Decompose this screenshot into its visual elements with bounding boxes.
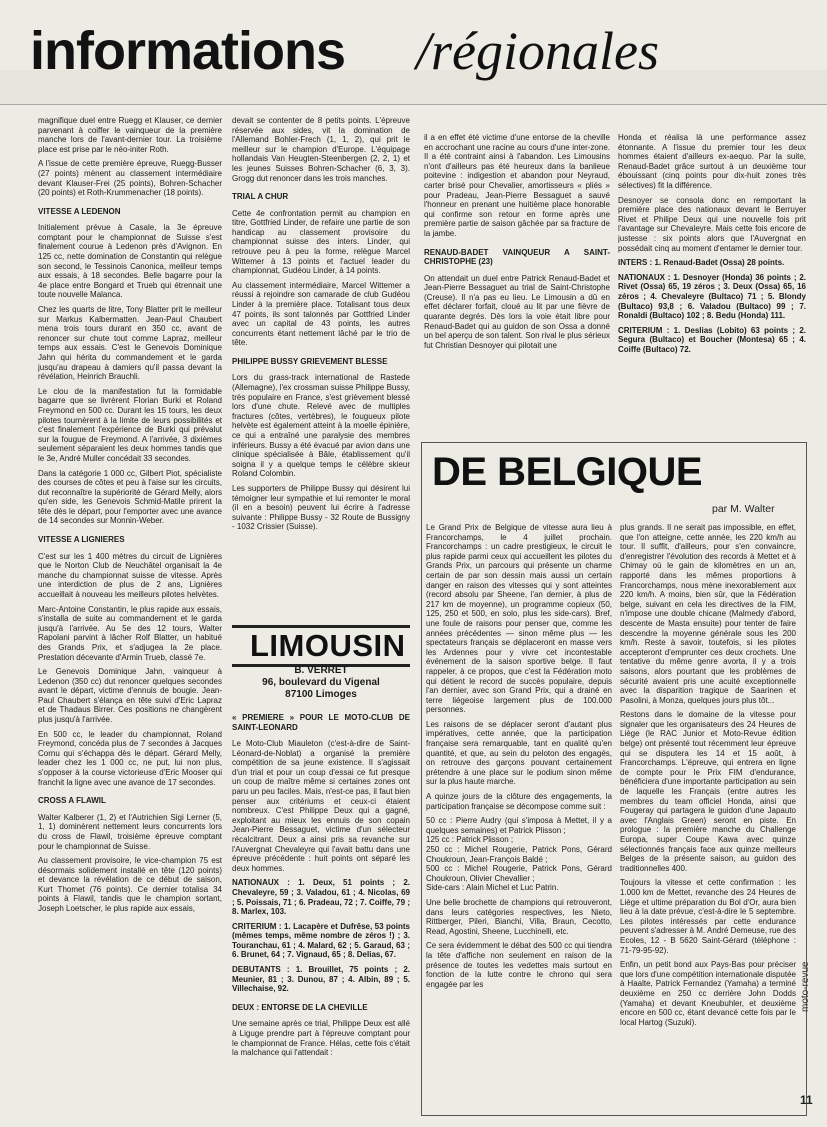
paragraph: Au classement intermédiaire, Marcel Wittemer a réussi à rejoindre son camarade de club Gudéou Linder à la première place. Totalisant tous deux 47 points, ils sont talonnés par Gottfried Linder avec un capital de 43 points, les autres concurrents étant nettement lâché par le trio de tête.	[232, 280, 410, 348]
paragraph: Walter Kalberer (1, 2) et l'Autrichien Sigi Lerner (5, 1, 1) dominèrent nettement leurs concurrents lors du cross de Flawil, troisième épreuve comptant pour le championnat de Suisse.	[38, 812, 222, 851]
column-1	[38, 116, 222, 1116]
paragraph: Au classement provisoire, le vice-champion 75 est désormais solidement installé en tête (120 points) et devance la révélation de ce début de saison, Kurt Thomet (76 points). Ce dernier totalisa 34 points à Flawil, tandis que le champion sortant, Joseph Loetscher, le plus rapide aux essais,	[38, 856, 222, 914]
correspondent-name: B. VERRET	[294, 665, 348, 676]
paragraph: En 500 cc, le leader du championnat, Roland Freymond, concéda plus de 7 secondes à Jacques Cornu qui s'échappa dès le départ. Gérard Melly, leader chez les 1 000 cc, ne put, lui non plus, s'opposer à la course victorieuse d'Eric Mooser qui franchit la ligne avec une avance de 17 secondes.	[38, 729, 222, 787]
paragraph: magnifique duel entre Ruegg et Klauser, ce dernier parvenant à coiffer le vainqueur de la première manche lors de l'avant-dernier tour. La troisième place est prise par le néo-initer Roth.	[38, 116, 222, 154]
entry-500cc: 500 cc : Michel Rougerie, Patrick Pons, Gérard Choukroun, Olivier Chevallier ;	[426, 864, 612, 883]
column-2-lower	[232, 713, 410, 1118]
entry-50cc: 50 cc : Pierre Audry (qui s'imposa à Mettet, il y a quelques semaines) et Patrick Plisson ;	[426, 816, 612, 835]
paragraph: Le Moto-Club Miauleton (c'est-à-dire de Saint-Léonard-de-Noblat) a organisé la première compétition de sa jeune existence. Il s'agissait d'un trial et pour un coup d'essai ce fut presque un coup de maître même si certaines zones ont paru un peu faciles. Mais, n'est-ce pas, il faut bien penser aux critériums et ceux-ci étaient nombreux. C'est Philippe Deux qui a gagné, exploitant au mieux les ennuis de son copain Jean-Pierre Bessaguet, victime d'un sélecteur récalcitrant. Deux a ainsi pris sa revanche sur l'Auvergnat Chevaleyre qui l'avait battu dans une épreuve précédente : huit points ont séparé les deux hommes.	[232, 739, 410, 873]
entry-250cc: 250 cc : Michel Rougerie, Patrick Pons, Gérard Choukroun, Jean-François Baldé ;	[426, 845, 612, 864]
paragraph: Lors du grass-track international de Rastede (Allemagne), l'ex crossman suisse Philippe Bussy, très populaire en France, s'est grièvement blessé lors d'une chute. Relevé avec de multiples fractures (côtes, vertèbres), le fougueux pilote helvète est également atteint à la moelle épinière, ce qui a entraîné une paralysie des membres inférieurs. Bussy a été évacué par avion dans une clinique spécialisée à Bâle, établissement qu'il soigna il y a quelque temps le célèbre skieur Roland Colombin.	[232, 373, 410, 479]
correspondent-street: 96, boulevard du Vigenal	[262, 677, 380, 688]
heading-cross-flawil: CROSS A FLAWIL	[38, 796, 106, 806]
paragraph: Restons dans le domaine de la vitesse pour signaler que les organisateurs des 24 Heures de Liège (le RAC Junior et Moto-Revue édition belge) ont présenté tout récemment leur épreuve qui se disputera les 14 et 15 août, à Francorchamps. L'épreuve, qui entrera en ligne de compte pour le Prix FIM d'endurance, bénéficiera d'une importante participation au sein de laquelle les Français (entre autres les membres du team officiel Honda, ainsi que Fougeray qui partagera le guidon d'une Japauto avec l'Anglais Green) seront en piste. En prologue : la première manche du Challenge Europa, super Coupe Kawa avec quinze sélectionnés français face aux quinze meilleurs Belges de la présente saison, au guidon des traditionnelles 400.	[620, 710, 796, 873]
heading-deux-entorse: DEUX : ENTORSE DE LA CHEVILLE	[232, 1002, 368, 1012]
paragraph: Les raisons de se déplacer seront d'autant plus impératives, cette année, que la participation française sera remarquable, tant en qualité qu'en quantité, et que, au sein du peloton des engagés, on retrouve des garçons pouvant certainement prétendre à une place sur le podium sinon même sur la plus haute marche.	[426, 719, 612, 787]
heading-philippe-bussy: PHILIPPE BUSSY GRIEVEMENT BLESSE	[232, 356, 388, 366]
paragraph: Cette 4e confrontation permit au champion en titre, Gottfried Linder, de refaire une partie de son handicap au classement provisoire du championnat suisse des inters. Linder, qui retrouve peu à peu la forme, relègue Marcel Wittemer à 13 points et l'actuel leader du championnat, Gudéou Linder, à 14 points.	[232, 208, 410, 276]
page-number: 11	[800, 1093, 813, 1107]
entry-125cc: 125 cc : Patrick Plisson ;	[426, 835, 514, 845]
paragraph: Initialement prévue à Casale, la 3e épreuve comptant pour le championnat de Suisse s'est finalement courue à Ledenon près d'Avignon. En 125 cc, nette domination de Constantin qui relègue son second, le Tessinois Canonica, meilleur temps aux essais, à 18 secondes. Belle bagarre pour la 4e place entre Bongard et Trueb qui étrennait une toute nouvelle Malanca.	[38, 223, 222, 300]
paragraph: Une belle brochette de champions qui retrouveront, dans leurs catégories respectives, les Nieto, Rittberger, Pileri, Bianchi, Villa, Braun, Cecotto, Read, Agostini, Sheene, Lucchinelli, etc.	[426, 897, 612, 936]
paragraph: devait se contenter de 8 petits points. L'épreuve réservée aux sides, vit la domination de l'Allemand Bohler-Frech (1, 1, 2), qui prit le meilleur sur le champion d'Europe. L'équipage hollandais Van Heugten-Steenbergen (2, 2, 1) et les jeunes Suisses Bohren-Schacher (6, 3, 3). Grogg dut renoncer dans les trois manches.	[232, 116, 410, 183]
correspondent-city: 87100 Limoges	[285, 689, 357, 700]
moto-revue-logo: moto-revue	[800, 961, 811, 1012]
results-inters: INTERS : 1. Renaud-Badet (Ossa) 28 points.	[618, 258, 785, 268]
paragraph: A l'issue de cette première épreuve, Ruegg-Busser (27 points) mènent au classement intermédiaire devant Klauser-Frei (25 points), Bohren-Schacher (20 points) et Roth-Krummenacher (18 points).	[38, 159, 222, 198]
results-nationaux: NATIONAUX : 1. Desnoyer (Honda) 36 points ; 2. Rivet (Ossa) 65, 19 zéros ; 3. Deux (Ossa) 65, 16 zéros ; 4. Chevaleyre (Bultaco) 71 ; 5. Blondy (Bultaco) 93,8 ; 6. Valadou (Bultaco) 99 ; 7. Ronaldi (Bultaco) 102 ; 8. Bedu (Honda) 111.	[618, 272, 806, 321]
heading-trial-chur: TRIAL A CHUR	[232, 192, 289, 202]
paragraph: Le Genevois Dominique Jahn, vainqueur à Ledenon (350 cc) dut renoncer quelques secondes avant le départ, victime d'ennuis de bougie. Jean-Paul Chaubert s'élança en tête suivi d'Eric Lapraz et de Thadaus Birrer. Ces positions ne changèrent plus jusqu'à l'arrivée.	[38, 667, 222, 725]
paragraph: plus grands. Il ne serait pas impossible, en effet, que l'on atteigne, cette année, les 220 km/h au tour. Il suffit, d'ailleurs, pour s'en convaincre, d'enregistrer l'évolution des records à Mettet et à Chimay où le gain de kilomètres en un an, rapporté dans les mêmes proportions à Francorchamps, nous mène inexorablement aux 220 km/h. A moins, bien sûr, que la Fédération belge, suivant en cela les directives de la FIM, n'impose une double chicane (Malmedy d'abord, descente de Masta ensuite) pour tenter de faire descendre la moyenne générale sous les 200 km/h. Reste à savoir, toutefois, si les pilotes accepteront d'emprunter ces deux crochets. Une tentative du même genre avorta, il y a trois saisons, alors pourtant que les problèmes de sécurité avaient pris une acuité exceptionnelle avec la disparition tragique de Saarinen et Pasolini, à Monza, quelques jours plus tôt...	[620, 523, 796, 705]
paragraph: Les supporters de Philippe Bussy qui désirent lui témoigner leur sympathie et lui remonter le moral (il en a besoin) peuvent lui écrire à l'adresse suivante : Philippe Bussy - 32 Route de Bussigny - 1032 Crissier (Suisse).	[232, 484, 410, 532]
column-3-upper	[424, 133, 610, 433]
paragraph: Le clou de la manifestation fut la formidable bagarre que se livrèrent Florian Burki et Roland Freymond en 500 cc. Durant les 15 tours, les deux pilotes tournèrent à la limite de leurs possibilités et c'est finalement l'expérience de Burki qui prévalut sur la fougue de Freymond. A l'arrivée, 3 dixièmes seulement séparaient les deux hommes tandis que le 3e, André Muller concédait 33 secondes.	[38, 386, 222, 463]
paragraph: Marc-Antoine Constantin, le plus rapide aux essais, s'installa de suite au commandement et le garda jusqu'à l'arrivée. Au 5e des 12 tours, Walter Rapolani parvint à lâcher Rolf Blatter, un habitué des Grands Prix, et s'adjugea la 2e place. Prestation décevante d'Armin Trueb, classé 7e.	[38, 604, 222, 662]
results-criterium: CRITERIUM : 1. Lacapère et Dufrêse, 53 points (mêmes temps, même nombre de zéros !) ; 3. Touranchau, 61 ; 4. Malard, 62 ; 5. Garaud, 63 ; 6. Brunet, 64 ; 7. Vignaud, 65 ; 8. Delias, 67.	[232, 921, 410, 960]
paragraph: il a en effet été victime d'une entorse de la cheville en accrochant une racine au cours d'une inter-zone. Il a été contraint ainsi à l'abandon. Les Limousins n'ont d'ailleurs pas été heureux dans la banlieue poitevine : indigestion et abandon pour Neyraud, carter brisé pour Chevalier, amortisseurs « pliés » pour Pradeau, Jean-Pierre Bessaguet a sauvé l'honneur en prenant une huitième place honorable qui confirme son retour en forme après une première partie de saison gâchée par sa fracture de la jambe.	[424, 133, 610, 238]
paragraph: Ce sera évidemment le débat des 500 cc qui tiendra la tête d'affiche non seulement en raison de la présence de toutes les vedettes mais surtout en fonction de la lutte contre le chrono qui sera engagée par les	[426, 941, 612, 989]
paragraph: Chez les quarts de litre, Tony Blatter prit le meilleur sur Markus Kalbermatten. Jean-Paul Chaubert mena trois tours durant en 350 cc, avant de renoncer sur chute tout comme Lapraz, meilleur temps aux essais. C'est le Genevois Dominique Jahn qui hérita du commandement et le garda jusqu'au drapeau à damiers qu'il passa devant la révélation, Heinrich Brauchli.	[38, 305, 222, 382]
heading-vitesse-lignieres: VITESSE A LIGNIERES	[38, 535, 125, 545]
paragraph: Desnoyer se consola donc en remportant la première place des nationaux devant le Berruyer Rivet et Philipe Deux qui une nouvelle fois prit l'avantage sur Chevaleyre. Mais cette fois encore de justesse : six points alors que l'Auvergnat en possédait cinq au moment d'entamer le dernier tour.	[618, 195, 806, 253]
results-debutants: DEBUTANTS : 1. Brouillet, 75 points ; 2. Meunier, 81 ; 3. Dunou, 87 ; 4. Albin, 89 ; 5. Villechaise, 92.	[232, 965, 410, 994]
limousin-title: LIMOUSIN	[250, 628, 406, 663]
header-banner	[0, 0, 827, 105]
belgique-column-2	[620, 523, 796, 1111]
entry-side-cars: Side-cars : Alain Michel et Luc Patrin.	[426, 883, 559, 893]
paragraph: Enfin, un petit bond aux Pays-Bas pour préciser que lors d'une compétition internationale disputée à Haalte, Patrick Fernandez (Yamaha) a terminé deuxième en 250 cc derrière John Dodds (Yamaha) et devant Kneubuhler, et deuxième encore en 500 cc, étant devancé cette fois par le local Hartog (Suzuki).	[620, 960, 796, 1027]
heading-vitesse-ledenon: VITESSE A LEDENON	[38, 206, 121, 216]
heading-premiere-saint-leonard: « PREMIERE » POUR LE MOTO-CLUB DE SAINT-LEONARD	[232, 713, 410, 732]
paragraph: Le Grand Prix de Belgique de vitesse aura lieu à Francorchamps, le 4 juillet prochain. Francorchamps : un cadre prestigieux, le circuit le plus rapide parmi ceux qui accueillent les pilotes du Grands Prix, un parcours qui présente un charme certain de par son dessin mais aussi un certain danger en raison des vitesses qui y sont atteintes (record absolu par Sheene, l'an dernier, à plus de 217 km de moyenne), un programme copieux (50, 125, 250 et 500, en solo, plus les side-cars). Bref, une foule de raisons pour penser que, comme les années précédentes — sinon même plus — les spectateurs français se déplaceront en masse vers les Ardennes pour y vivre cet incontestable événement de la saison sportive belge. Il faut rappeler, à ce propos, que c'est la Fédération moto qui détient le record de succès populaire, depuis l'an dernier, avec son Grand Prix, qui a drainé en terre liégeoise largement plus de 100.000 personnes.	[426, 523, 612, 715]
section-title-regionales: /régionales	[416, 21, 659, 81]
heading-renaud-badet: RENAUD-BADET VAINQUEUR A SAINT-CHRISTOPHE (23)	[424, 247, 610, 267]
results-criterium: CRITERIUM : 1. Deslias (Lobito) 63 points ; 2. Segura (Bultaco) et Boucher (Montesa) 65 ; 4. Coiffe (Bultaco) 72.	[618, 325, 806, 354]
paragraph: On attendait un duel entre Patrick Renaud-Badet et Jean-Pierre Bessaguet au trial de Saint-Christophe (Creuse). Il n'a pas eu lieu. Le Limousin a dû en effet déclarer forfait, cloué au lit par une fièvre de quarante degrés. Dès lors la voie était libre pour Renaud-Badet qui au guidon de son Ossa a donné un bel aperçu de son talent. Son rival le plus sérieux fut Christian Desnoyer qui pilotait une	[424, 273, 610, 350]
paragraph: Toujours la vitesse et cette confirmation : les 1.000 km de Mettet, revanche des 24 Heures de Liège et ultime préparation du Bol d'Or, aura bien lieu à la date prévue, c'est-à-dire le 5 septembre. Les pilotes intéressés par cette endurance peuvent s'adresser à M. André Demeuse, rue des Ecoles, 12 - B 5620 Saint-Gérard (téléphone : 71-79-95-92).	[620, 878, 796, 955]
results-nationaux: NATIONAUX : 1. Deux, 51 points ; 2. Chevaleyre, 59 ; 3. Valadou, 61 ; 4. Nicolas, 69 ; 5. Poissais, 71 ; 6. Pradeau, 72 ; 7. Coiffe, 79 ; 8. Marlex, 103.	[232, 878, 410, 917]
belgique-column-1	[426, 523, 612, 1111]
correspondent-address	[232, 665, 410, 701]
belgique-title: DE BELGIQUE	[432, 450, 703, 494]
column-4-upper	[618, 133, 806, 433]
section-title-informations: informations	[30, 21, 346, 81]
belgique-author: par M. Walter	[712, 503, 775, 515]
paragraph: A quinze jours de la clôture des engagements, la participation française se décompose comme suit :	[426, 792, 612, 811]
paragraph: C'est sur les 1 400 mètres du circuit de Lignières que le Norton Club de Neuchâtel organisait la 4e manche du championnat suisse de vitesse. Après une interdiction de plus de 2 ans, Lignières accueillait à nouveau les meilleurs pilotes helvètes.	[38, 551, 222, 599]
paragraph: Dans la catégorie 1 000 cc, Gilbert Piot, spécialiste des courses de côtes et peu à l'aise sur les circuits, dut reconnaître la supériorité de Gérard Melly, alors qu'en side, les Genevois Schmid-Matile prirent la tête dès le départ, pour l'emporter avec une avance de 14 secondes sur Monnin-Weber.	[38, 468, 222, 526]
paragraph: Une semaine après ce trial, Philippe Deux est allé à Liguge prendre part à l'épreuve comptant pour le championnat de France. Hélas, cette fois c'était la malchance qui l'attendait :	[232, 1019, 410, 1058]
column-2-upper	[232, 116, 410, 621]
paragraph: Honda et réalisa là une performance assez étonnante. A l'issue du premier tour les deux hommes étaient d'ailleurs ex-aequo. Par la suite, Renaud-Badet grâce surtout à un deuxième tour ébouissant (cinq points pour dix-huit zones très sélectives) fit la différence.	[618, 133, 806, 190]
